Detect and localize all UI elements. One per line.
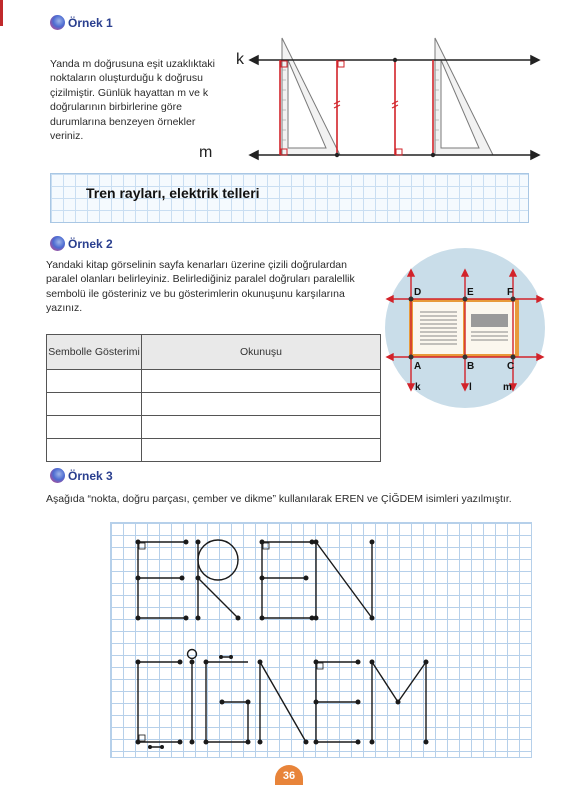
point-A: A <box>414 361 422 372</box>
example3-title: Örnek 3 <box>68 468 113 483</box>
point-F: F <box>507 287 514 298</box>
symbol-cell[interactable] <box>47 370 142 393</box>
example-badge-icon <box>50 236 65 251</box>
book-figure <box>383 246 548 411</box>
label-m-text: m <box>199 144 213 161</box>
symbol-cell[interactable] <box>47 393 142 416</box>
example1-text: Yanda m doğrusuna eşit uzaklıktaki noktaların oluşturduğu k doğrusu çizilmiştir. Günlük hayattan m ve k doğrularının birbirlerine göre durumlarına benzeyen örnekler veriniz. <box>50 58 215 143</box>
line-label-k: k <box>415 382 421 393</box>
example2-title: Örnek 2 <box>68 236 113 251</box>
example1-heading <box>50 15 113 30</box>
names-drawing <box>110 522 530 758</box>
point-E: E <box>467 287 474 298</box>
set-square-2 <box>435 38 493 155</box>
table-row <box>47 393 381 416</box>
reading-cell[interactable] <box>142 416 381 439</box>
parallel-lines-figure <box>220 30 555 170</box>
symbol-table <box>46 334 381 462</box>
reading-cell[interactable] <box>142 439 381 462</box>
table-header-reading: Okunuşu <box>142 335 381 370</box>
line-label-m: m <box>503 382 512 393</box>
reading-cell[interactable] <box>142 393 381 416</box>
example2-heading <box>50 236 113 251</box>
page-number: 36 <box>275 765 303 785</box>
example1-answer: Tren rayları, elektrik telleri <box>86 185 260 201</box>
symbol-cell[interactable] <box>47 439 142 462</box>
set-square-1 <box>282 38 340 155</box>
table-row <box>47 416 381 439</box>
table-header-symbol: Sembolle Gösterimi <box>47 335 142 370</box>
example3-text: Aşağıda “nokta, doğru parçası, çember ve dikme” kullanılarak EREN ve ÇİĞDEM isimleri yazılmıştır. <box>46 493 512 505</box>
page-edge-marker <box>0 0 3 26</box>
example-badge-icon <box>50 468 65 483</box>
point-D: D <box>414 287 422 298</box>
point-B: B <box>467 361 475 372</box>
table-row <box>47 370 381 393</box>
example-badge-icon <box>50 15 65 30</box>
example2-text: Yandaki kitap görselinin sayfa kenarları üzerine çizili doğrulardan paralel olanları belirleyiniz. Belirlediğiniz paralel doğruları paralellik sembolü ile gösteriniz ve bu gösterimlerin okunuşunu karşılarına yazınız. <box>46 259 355 315</box>
table-row <box>47 439 381 462</box>
label-k: k <box>236 51 244 68</box>
reading-cell[interactable] <box>142 370 381 393</box>
symbol-table-wrapper <box>46 334 381 462</box>
symbol-cell[interactable] <box>47 416 142 439</box>
example3-heading <box>50 468 113 483</box>
example1-title: Örnek 1 <box>68 15 113 30</box>
line-label-l: l <box>469 382 472 393</box>
point-C: C <box>507 361 515 372</box>
